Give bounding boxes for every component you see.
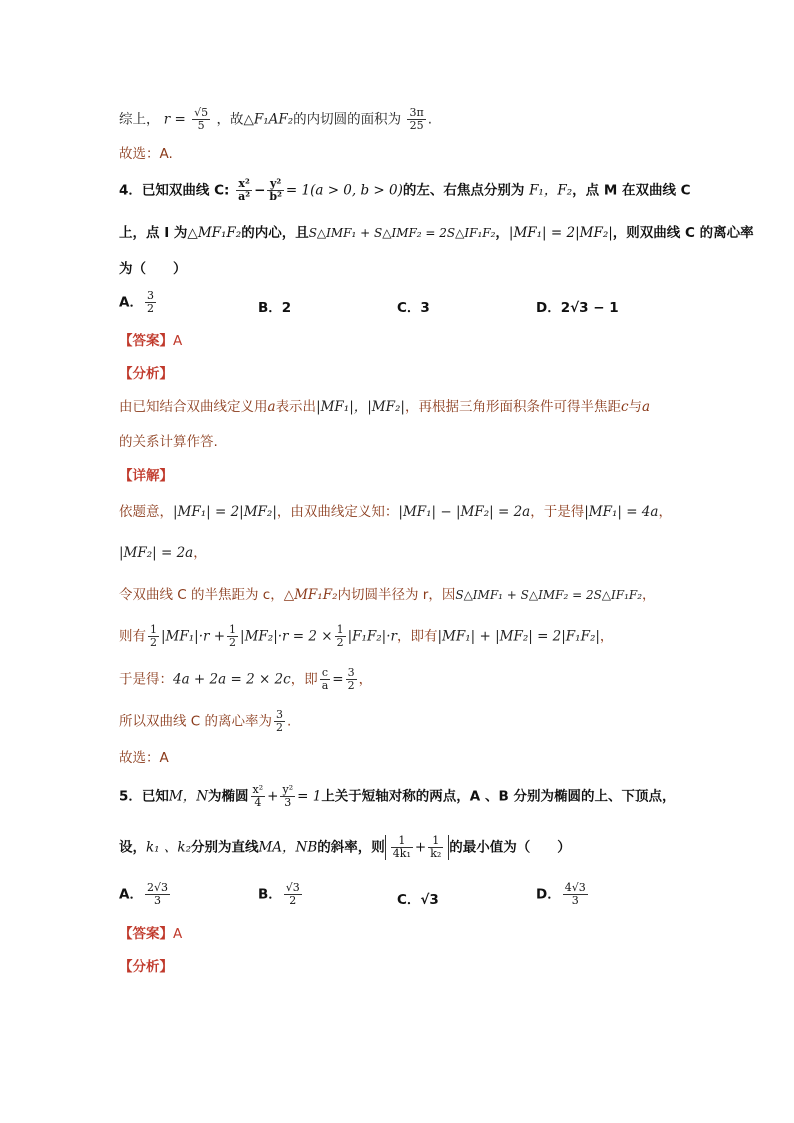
fraction — [267, 178, 284, 203]
frac-den: k₂ — [430, 847, 442, 860]
detail-4-line-5 — [119, 667, 372, 692]
detail-4-line-3 — [119, 585, 656, 605]
math: a — [267, 399, 276, 415]
answer-tag: 【答案】 — [119, 926, 173, 942]
math: |MF₂| = 2a — [119, 545, 194, 561]
math: − — [254, 182, 266, 199]
frac-den: 3 — [153, 894, 161, 907]
fraction — [428, 835, 443, 860]
question-4-line-1 — [119, 178, 691, 203]
frac-den: 2 — [146, 302, 154, 315]
text: 的内切圆的面积为 — [293, 111, 402, 128]
math: = 1(a > 0, b > 0) — [285, 182, 403, 199]
text: 4．已知双曲线 C: — [119, 182, 230, 199]
q5-option-a — [119, 882, 172, 907]
text: 设， — [119, 839, 146, 856]
text: ，即 — [290, 671, 318, 688]
fraction — [148, 624, 159, 649]
math: 4a + 2a = 2 × 2c — [173, 671, 291, 688]
absolute-value — [385, 835, 449, 860]
frac-num: y² — [267, 178, 284, 191]
analysis-4-line-2: 的关系计算作答. — [119, 434, 218, 450]
summary-line — [119, 107, 432, 132]
text: 的斜率，则 — [317, 839, 385, 856]
fraction — [280, 784, 295, 809]
frac-num: y² — [282, 783, 294, 796]
frac-num: x² — [236, 178, 252, 191]
math: |F₁F₂|·r — [347, 628, 397, 645]
answer-value: A — [173, 926, 183, 942]
question-4-line-2 — [119, 223, 754, 243]
math: = 1 — [297, 788, 322, 805]
frac-den: 2 — [276, 721, 284, 734]
frac-den: 4k₁ — [392, 847, 411, 860]
math: F₁AF₂ — [253, 111, 294, 128]
frac-den: 5 — [197, 119, 205, 132]
math: |MF₁|·r + — [161, 628, 226, 645]
text: 上关于短轴对称的两点，A 、B 分别为椭圆的上、下顶点， — [321, 788, 676, 805]
math: |MF₁| = 2|MF₂| — [173, 504, 277, 520]
frac-num: 4√3 — [564, 881, 586, 894]
text: 表示出 — [275, 399, 317, 415]
text: 为椭圆 — [208, 788, 249, 805]
fraction — [192, 107, 210, 132]
frac-den: 25 — [409, 119, 424, 132]
text: ，再根据三角形面积条件可得半焦距 — [404, 399, 621, 415]
q5-option-c: C．√3 — [397, 892, 439, 908]
frac-den: 2 — [347, 679, 355, 692]
math: = — [332, 671, 344, 688]
text: 内切圆半径为 r，因 — [337, 587, 456, 603]
frac-num: √5 — [194, 106, 209, 119]
frac-num: 3π — [409, 106, 424, 119]
math: |MF₁| = 4a — [584, 504, 659, 520]
math: S△IMF₁ + S△IMF₂ = 2S△IF₁F₂ — [455, 588, 643, 602]
text: 的最小值为（ ） — [449, 839, 571, 856]
frac-den: 4 — [254, 796, 262, 809]
q5-option-b — [258, 882, 304, 907]
text: 上，点 I 为△ — [119, 225, 198, 241]
text: ， — [599, 628, 614, 645]
frac-den: 2 — [150, 636, 157, 649]
q4-option-c: C．3 — [397, 300, 430, 316]
frac-num: √3 — [285, 881, 300, 894]
q4-option-b: B．2 — [258, 300, 292, 316]
fraction — [391, 835, 413, 860]
text: . — [427, 111, 432, 128]
text: ，则双曲线 C 的离心率 — [612, 225, 754, 241]
frac-num: 1 — [391, 835, 413, 848]
math: k₁ 、k₂ — [146, 839, 191, 856]
fraction — [346, 667, 357, 692]
math: MA，NB — [258, 839, 318, 856]
math: S△IMF₁ + S△IMF₂ = 2S△IF₁F₂ — [308, 226, 496, 240]
fraction — [320, 667, 331, 692]
fraction — [563, 882, 588, 907]
frac-den: 3 — [571, 894, 579, 907]
math: F₁，F₂ — [529, 182, 573, 199]
fraction — [274, 709, 285, 734]
detail-4-tag: 【详解】 — [119, 468, 173, 484]
frac-num: 3 — [146, 289, 154, 302]
text: ， — [495, 225, 509, 241]
answer-tag: 【答案】 — [119, 333, 173, 349]
q4-option-a — [119, 290, 158, 315]
text: ，即有 — [396, 628, 438, 645]
math: + — [267, 788, 279, 805]
frac-den: a² — [238, 190, 251, 203]
text: 于是得： — [119, 671, 173, 688]
text: ，故△ — [216, 111, 254, 128]
frac-num: 1 — [336, 623, 344, 636]
label: B． — [258, 886, 282, 903]
detail-4-end: 故选：A — [119, 750, 169, 766]
text: ， — [642, 587, 656, 603]
analysis-5-tag: 【分析】 — [119, 959, 173, 975]
q4-option-d: D．2√3 − 1 — [536, 300, 619, 316]
math: MF₁F₂ — [294, 587, 338, 603]
fraction — [227, 624, 238, 649]
math: |MF₂|·r = 2 × — [240, 628, 333, 645]
frac-num: x² — [252, 783, 264, 796]
choice-line: 故选：A. — [119, 146, 173, 162]
text: 依题意， — [119, 504, 173, 520]
math: |MF₁| = 2|MF₂| — [508, 225, 613, 241]
question-5-line-1 — [119, 784, 675, 809]
detail-4-line-1 — [119, 502, 672, 522]
frac-den: 2 — [229, 636, 237, 649]
frac-num: 2√3 — [146, 881, 168, 894]
math: c — [620, 399, 629, 415]
frac-num: 1 — [229, 623, 237, 636]
math: + — [414, 839, 427, 856]
fraction — [335, 624, 346, 649]
text: 的内心，且 — [241, 225, 309, 241]
text: 分别为直线 — [190, 839, 259, 856]
question-5-line-2 — [119, 835, 571, 860]
frac-den: b² — [269, 190, 282, 203]
text: ，于是得 — [530, 504, 585, 520]
label: A． — [119, 294, 143, 311]
frac-den: 3 — [284, 796, 292, 809]
answer-value: A — [173, 333, 183, 349]
q5-option-d — [536, 882, 590, 907]
fraction — [251, 784, 266, 809]
text: 的左、右焦点分别为 — [402, 182, 525, 199]
frac-num: c — [320, 667, 331, 680]
fraction — [145, 290, 156, 315]
math: M，N — [168, 788, 209, 805]
math: |MF₁| + |MF₂| = 2|F₁F₂| — [437, 628, 600, 645]
frac-den: 2 — [289, 894, 297, 907]
analysis-4-line-1 — [119, 397, 650, 417]
math: |MF₁| − |MF₂| = 2a — [398, 504, 531, 520]
answer-4 — [119, 331, 182, 351]
detail-4-line-2 — [119, 543, 207, 563]
text: ， — [358, 671, 373, 688]
math: a — [642, 399, 651, 415]
fraction — [145, 882, 170, 907]
text: ，由双曲线定义知： — [276, 504, 399, 520]
math-r: r = — [163, 111, 186, 128]
frac-den: 2 — [336, 636, 344, 649]
frac-num: 3 — [276, 708, 284, 721]
label: D． — [536, 886, 561, 903]
question-4-line-3: 为（ ） — [119, 261, 187, 277]
text: ，点 M 在双曲线 C — [572, 182, 691, 199]
text: 则有 — [119, 628, 146, 645]
fraction — [284, 882, 302, 907]
fraction — [236, 178, 252, 203]
text: 综上， — [119, 111, 160, 128]
text: ， — [193, 545, 207, 561]
frac-num: 1 — [428, 835, 443, 848]
analysis-4-tag: 【分析】 — [119, 366, 173, 382]
text: 与 — [628, 399, 643, 415]
text: ， — [658, 504, 672, 520]
text: 5．已知 — [119, 788, 169, 805]
detail-4-line-4 — [119, 624, 613, 649]
math: |MF₁|，|MF₂| — [316, 399, 405, 415]
frac-den: a — [321, 679, 329, 692]
frac-num: 3 — [347, 666, 355, 679]
fraction — [407, 107, 425, 132]
text: 由已知结合双曲线定义用 — [119, 399, 268, 415]
text: 所以双曲线 C 的离心率为 — [119, 713, 273, 730]
frac-num: 1 — [150, 623, 157, 636]
text: . — [287, 713, 292, 730]
text: 令双曲线 C 的半焦距为 c，△ — [119, 587, 295, 603]
answer-5 — [119, 924, 182, 944]
detail-4-line-6 — [119, 709, 291, 734]
math: MF₁F₂ — [197, 225, 242, 241]
label: A． — [119, 886, 143, 903]
